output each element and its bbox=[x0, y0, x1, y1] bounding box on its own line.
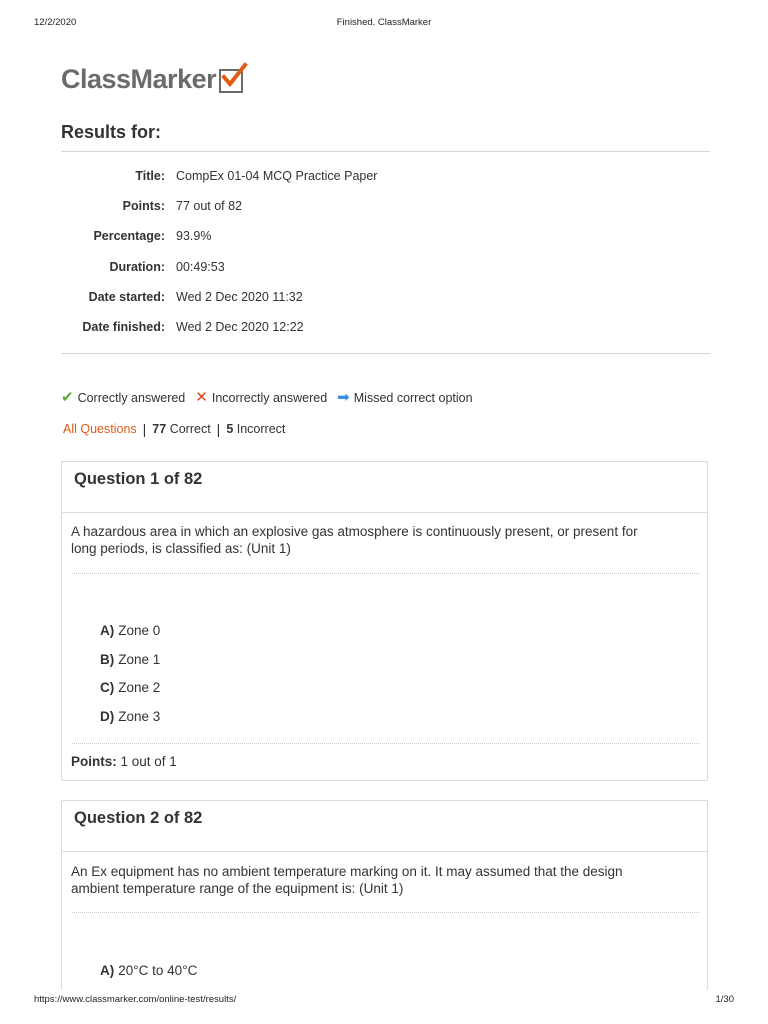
classmarker-logo bbox=[61, 62, 243, 96]
results-heading: Results for: bbox=[61, 122, 162, 142]
question-title: Question 1 of 82 bbox=[74, 470, 203, 488]
legend-correct-label: Correctly answered bbox=[77, 391, 186, 405]
results-summary bbox=[61, 161, 710, 342]
summary-row-duration bbox=[61, 252, 710, 282]
print-date: 12/2/2020 bbox=[34, 17, 77, 28]
filter-separator: | bbox=[142, 421, 147, 437]
print-url: https://www.classmarker.com/online-test/results/ bbox=[34, 994, 237, 1005]
question-card bbox=[61, 461, 708, 781]
divider bbox=[61, 151, 710, 152]
summary-row-title bbox=[61, 161, 710, 191]
cross-icon: ✕ bbox=[195, 389, 208, 406]
filter-correct-label: Correct bbox=[169, 422, 211, 436]
option-letter: A) bbox=[100, 963, 115, 978]
summary-row-date-finished bbox=[61, 312, 710, 342]
summary-label: Date finished: bbox=[82, 319, 165, 334]
logo-check-icon bbox=[219, 69, 243, 93]
question-card bbox=[61, 800, 708, 990]
legend-incorrect bbox=[195, 390, 327, 406]
question-points bbox=[71, 754, 177, 769]
answer-option-a bbox=[100, 623, 160, 638]
dotted-divider bbox=[72, 573, 699, 574]
question-filter bbox=[63, 421, 285, 437]
print-header bbox=[0, 17, 768, 31]
filter-correct-count: 77 bbox=[152, 422, 167, 436]
option-letter: A) bbox=[100, 623, 115, 638]
option-letter: D) bbox=[100, 709, 115, 724]
summary-value: CompEx 01-04 MCQ Practice Paper bbox=[176, 169, 378, 183]
print-footer bbox=[0, 994, 768, 1008]
question-text bbox=[71, 863, 696, 897]
summary-label: Percentage: bbox=[93, 229, 165, 244]
option-text: Zone 3 bbox=[118, 709, 161, 724]
question-text-line: ambient temperature range of the equipment is: (Unit 1) bbox=[71, 881, 404, 896]
filter-incorrect[interactable] bbox=[226, 422, 285, 436]
summary-value: Wed 2 Dec 2020 11:32 bbox=[176, 289, 303, 304]
question-title: Question 2 of 82 bbox=[74, 809, 203, 827]
question-text-line: A hazardous area in which an explosive gas atmosphere is continuously present, or present for bbox=[71, 524, 638, 539]
filter-separator: | bbox=[216, 421, 221, 437]
summary-value: Wed 2 Dec 2020 12:22 bbox=[176, 319, 304, 334]
filter-incorrect-label: Incorrect bbox=[236, 422, 286, 436]
filter-all-questions-link[interactable]: All Questions bbox=[63, 422, 137, 436]
option-letter: B) bbox=[100, 652, 115, 667]
points-label: Points: bbox=[71, 754, 117, 769]
summary-value: 00:49:53 bbox=[176, 259, 225, 274]
answer-legend bbox=[61, 390, 479, 406]
check-icon: ✔ bbox=[61, 389, 74, 406]
dotted-divider bbox=[72, 743, 699, 744]
summary-row-percentage bbox=[61, 221, 710, 251]
option-letter: C) bbox=[100, 680, 115, 695]
question-header bbox=[62, 801, 707, 852]
question-text-line: long periods, is classified as: (Unit 1) bbox=[71, 541, 291, 556]
summary-row-points bbox=[61, 191, 710, 221]
divider bbox=[61, 353, 710, 354]
filter-correct[interactable] bbox=[152, 422, 210, 436]
summary-label: Duration: bbox=[109, 259, 165, 274]
legend-correct bbox=[61, 390, 185, 406]
option-text: Zone 2 bbox=[118, 680, 161, 695]
logo-text: ClassMarker bbox=[61, 64, 217, 94]
option-text: Zone 0 bbox=[118, 623, 161, 638]
summary-label: Date started: bbox=[88, 289, 165, 304]
dotted-divider bbox=[72, 912, 699, 913]
summary-row-date-started bbox=[61, 282, 710, 312]
legend-missed-label: Missed correct option bbox=[353, 391, 473, 405]
option-text: 20°C to 40°C bbox=[118, 963, 198, 978]
print-page-number: 1/30 bbox=[715, 994, 734, 1005]
question-header bbox=[62, 462, 707, 513]
option-text: Zone 1 bbox=[118, 652, 161, 667]
legend-missed bbox=[337, 390, 472, 406]
legend-incorrect-label: Incorrectly answered bbox=[211, 391, 328, 405]
summary-value: 77 out of 82 bbox=[176, 199, 243, 214]
answer-option-c bbox=[100, 680, 160, 695]
filter-incorrect-count: 5 bbox=[226, 422, 234, 436]
summary-label: Title: bbox=[135, 169, 165, 183]
summary-value: 93.9% bbox=[176, 229, 212, 244]
question-text bbox=[71, 523, 696, 557]
points-value: 1 out of 1 bbox=[120, 754, 177, 769]
question-text-line: An Ex equipment has no ambient temperature marking on it. It may assumed that the design bbox=[71, 864, 623, 879]
arrow-right-icon: ➡ bbox=[337, 389, 350, 406]
summary-label: Points: bbox=[122, 199, 165, 214]
answer-option-d bbox=[100, 709, 160, 724]
print-title: Finished. ClassMarker bbox=[336, 17, 432, 28]
answer-option-b bbox=[100, 652, 160, 667]
answer-option-a bbox=[100, 963, 197, 978]
